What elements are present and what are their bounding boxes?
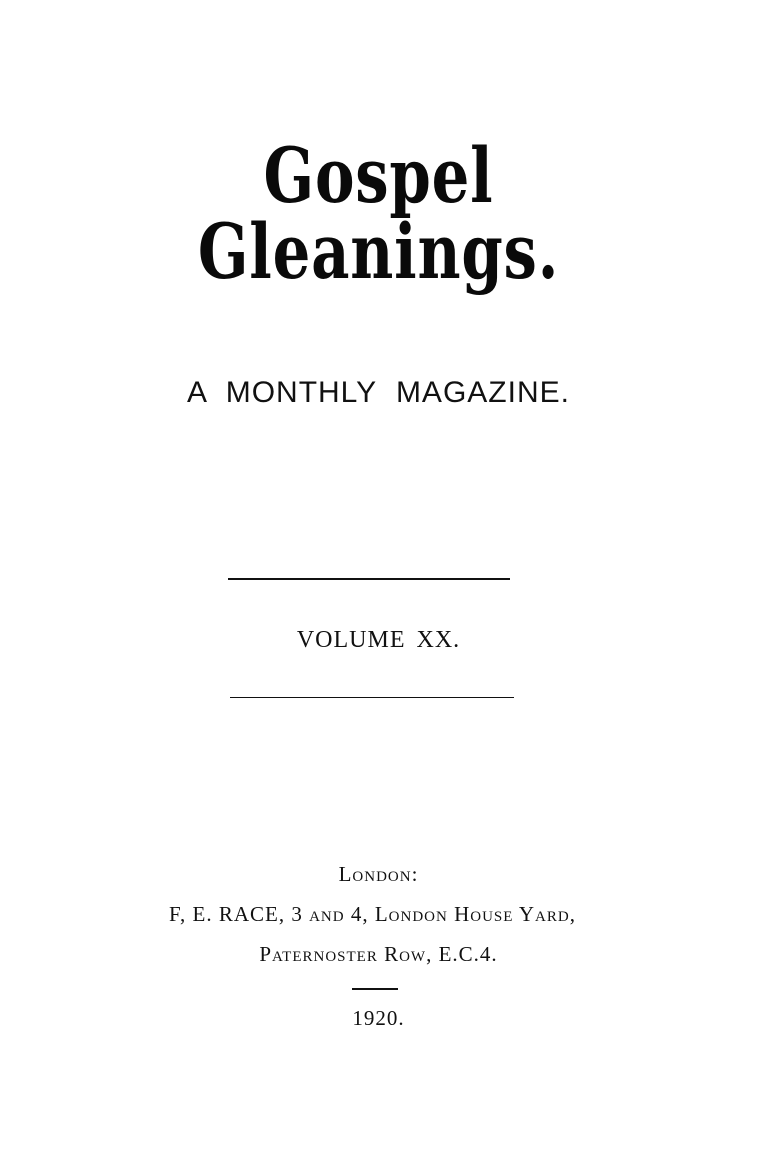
magazine-title: Gospel Gleanings. — [197, 131, 560, 296]
divider-rule-top — [228, 578, 510, 580]
imprint-city: London: — [338, 862, 419, 886]
volume-number: VOLUME XX. — [296, 627, 461, 653]
publication-year: 1920. — [352, 1006, 405, 1030]
divider-rule-bottom — [230, 697, 514, 698]
imprint-address: Paternoster Row, E.C.4. — [259, 942, 498, 966]
magazine-subtitle: A MONTHLY MAGAZINE. — [187, 376, 570, 409]
divider-rule-short — [352, 988, 398, 990]
imprint-publisher: F, E. RACE, 3 and 4, London House Yard, — [169, 902, 576, 926]
